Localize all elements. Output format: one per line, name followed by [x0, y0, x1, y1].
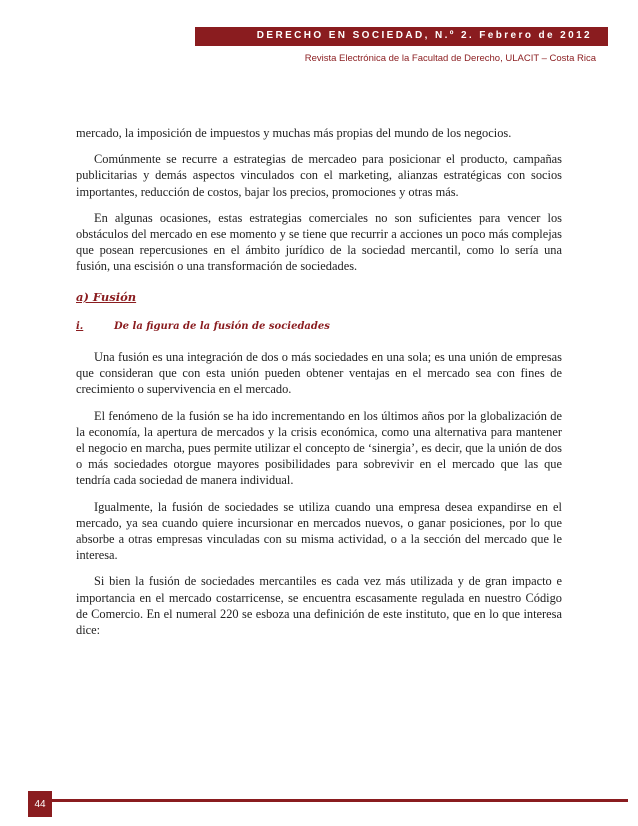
- journal-title: DERECHO EN SOCIEDAD, N.º 2. Febrero de 2012: [256, 30, 592, 41]
- subsection-heading: [76, 319, 562, 335]
- paragraph-4: Una fusión es una integración de dos o más sociedades en una sola; es una unión de empresas que consideran que con esta unión pueden obtener ventajas en el mercado sea con fines de crecimiento o supervivencia en el mercado.: [76, 350, 562, 397]
- footer-rule: [28, 799, 628, 802]
- journal-subtitle: Revista Electrónica de la Facultad de Derecho, ULACIT – Costa Rica: [304, 53, 596, 64]
- paragraph-2: Comúnmente se recurre a estrategias de mercadeo para posicionar el producto, campañas publicitarias y demás aspectos vinculados con el marketing, alianzas estratégicas con socios importantes, reducción de costos, bajar los precios, promociones y otras más.: [76, 152, 562, 199]
- paragraph-6: Igualmente, la fusión de sociedades se utiliza cuando una empresa desea expandirse en el mercado, ya sea cuando quiere incursionar en mercados nuevos, o ganar posiciones, por lo que absorbe a otras empresas vinculadas con su misma actividad, o a la sección del mercado que le interesa.: [76, 499, 562, 563]
- paragraph-1: mercado, la imposición de impuestos y muchas más propias del mundo de los negocios.: [76, 126, 512, 140]
- paragraph-7: Si bien la fusión de sociedades mercantiles es cada vez más utilizada y de gran impacto e importancia en el mercado costarricense, se encuentra escasamente regulada en nuestro Código de Comercio. En el numeral 220 se esboza una definición de este instituto, que en lo que interesa dice:: [76, 574, 562, 638]
- paragraph-5: El fenómeno de la fusión se ha ido incrementando en los últimos años por la globalización de la economía, la apertura de mercados y la crisis económica, como una alternativa para mantener el negocio en marcha, pues permite utilizar el concepto de ‘sinergia’, es decir, que la unión de dos o más sociedades otorgue mayores posibilidades para sobrevivir en el mercado que las que tendría cada sociedad de manera individual.: [76, 408, 562, 488]
- subsection-title: De la figura de la fusión de sociedades: [114, 320, 330, 332]
- page-number-box: [28, 791, 52, 817]
- article-body: [76, 125, 562, 648]
- page-number: 44: [34, 799, 46, 810]
- section-heading-fusion: a) Fusión: [76, 289, 137, 304]
- subsection-number: i.: [76, 320, 84, 332]
- paragraph-3: En algunas ocasiones, estas estrategias comerciales no son suficientes para vencer los obstáculos del mercado en ese momento y se tiene que recurrir a acciones un poco más complejas que posean repercusiones en el ámbito jurídico de la sociedad mercantil, como lo sería una fusión, una escisión o una transformación de sociedades.: [76, 210, 562, 274]
